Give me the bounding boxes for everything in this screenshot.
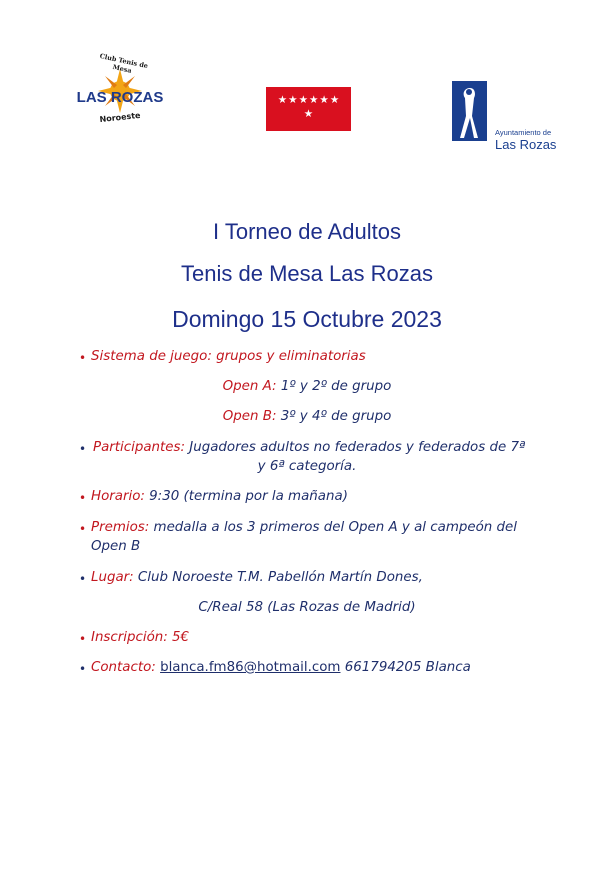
- sistema-label: Sistema de juego: grupos y eliminatorias: [91, 349, 366, 364]
- bullet-icon: •: [79, 572, 87, 586]
- lugar-item: [91, 568, 423, 587]
- ayuntamiento-line1: Ayuntamiento de: [495, 128, 552, 137]
- bullet-icon: •: [79, 662, 87, 676]
- club-top-text: Club Tenis de Mesa: [98, 52, 149, 75]
- club-logo: [70, 52, 170, 135]
- participantes-value-cont: y 6ª categoría.: [257, 459, 357, 474]
- bullet-icon: •: [79, 491, 87, 505]
- participantes-item: [93, 438, 525, 457]
- ayuntamiento-logo: [450, 78, 565, 153]
- premios-value: medalla a los 3 primeros del Open A y al campeón del: [149, 520, 517, 535]
- inscripcion-item: [91, 628, 189, 647]
- bullet-icon: •: [79, 351, 87, 365]
- event-date: Domingo 15 Octubre 2023: [172, 306, 442, 332]
- club-name-text: LAS ROZAS: [76, 89, 164, 106]
- ayuntamiento-line2: Las Rozas: [495, 137, 557, 152]
- open-a-item: [0, 377, 614, 396]
- premios-value-cont: Open B: [91, 539, 141, 554]
- open-b-item: [0, 407, 614, 426]
- horario-value: 9:30 (termina por la mañana): [144, 489, 348, 504]
- event-subtitle: Tenis de Mesa Las Rozas: [181, 261, 433, 286]
- stork-emblem-icon: [450, 78, 490, 143]
- open-a-label: Open A:: [222, 379, 277, 394]
- club-bottom-text: Noroeste: [99, 110, 141, 125]
- horario-item: [91, 487, 348, 506]
- inscripcion-label: Inscripción:: [91, 630, 168, 645]
- bullet-icon: •: [79, 442, 87, 456]
- contacto-label: Contacto:: [91, 660, 156, 675]
- lugar-address: C/Real 58 (Las Rozas de Madrid): [198, 600, 416, 615]
- bullet-icon: •: [79, 522, 87, 536]
- open-b-label: Open B:: [222, 409, 277, 424]
- open-a-value: 1º y 2º de grupo: [276, 379, 392, 394]
- sistema-item: [91, 347, 366, 366]
- lugar-value: Club Noroeste T.M. Pabellón Martín Dones,: [133, 570, 423, 585]
- event-title: I Torneo de Adultos: [213, 219, 401, 244]
- madrid-flag-logo: [266, 87, 351, 131]
- open-b-value: 3º y 4º de grupo: [276, 409, 392, 424]
- participantes-value: Jugadores adultos no federados y federados de 7ª: [185, 440, 526, 455]
- flag-stars-icon: ★★★★★★★: [277, 94, 341, 120]
- contacto-item: [91, 658, 471, 677]
- horario-label: Horario:: [91, 489, 145, 504]
- inscripcion-value: 5€: [167, 630, 190, 645]
- contacto-phone: 661794205 Blanca: [340, 660, 471, 675]
- participantes-label: Participantes:: [93, 440, 186, 455]
- lugar-label: Lugar:: [91, 570, 134, 585]
- bullet-icon: •: [79, 632, 87, 646]
- premios-label: Premios:: [91, 520, 150, 535]
- contacto-email-link[interactable]: blanca.fm86@hotmail.com: [160, 660, 341, 675]
- premios-item: [91, 518, 517, 537]
